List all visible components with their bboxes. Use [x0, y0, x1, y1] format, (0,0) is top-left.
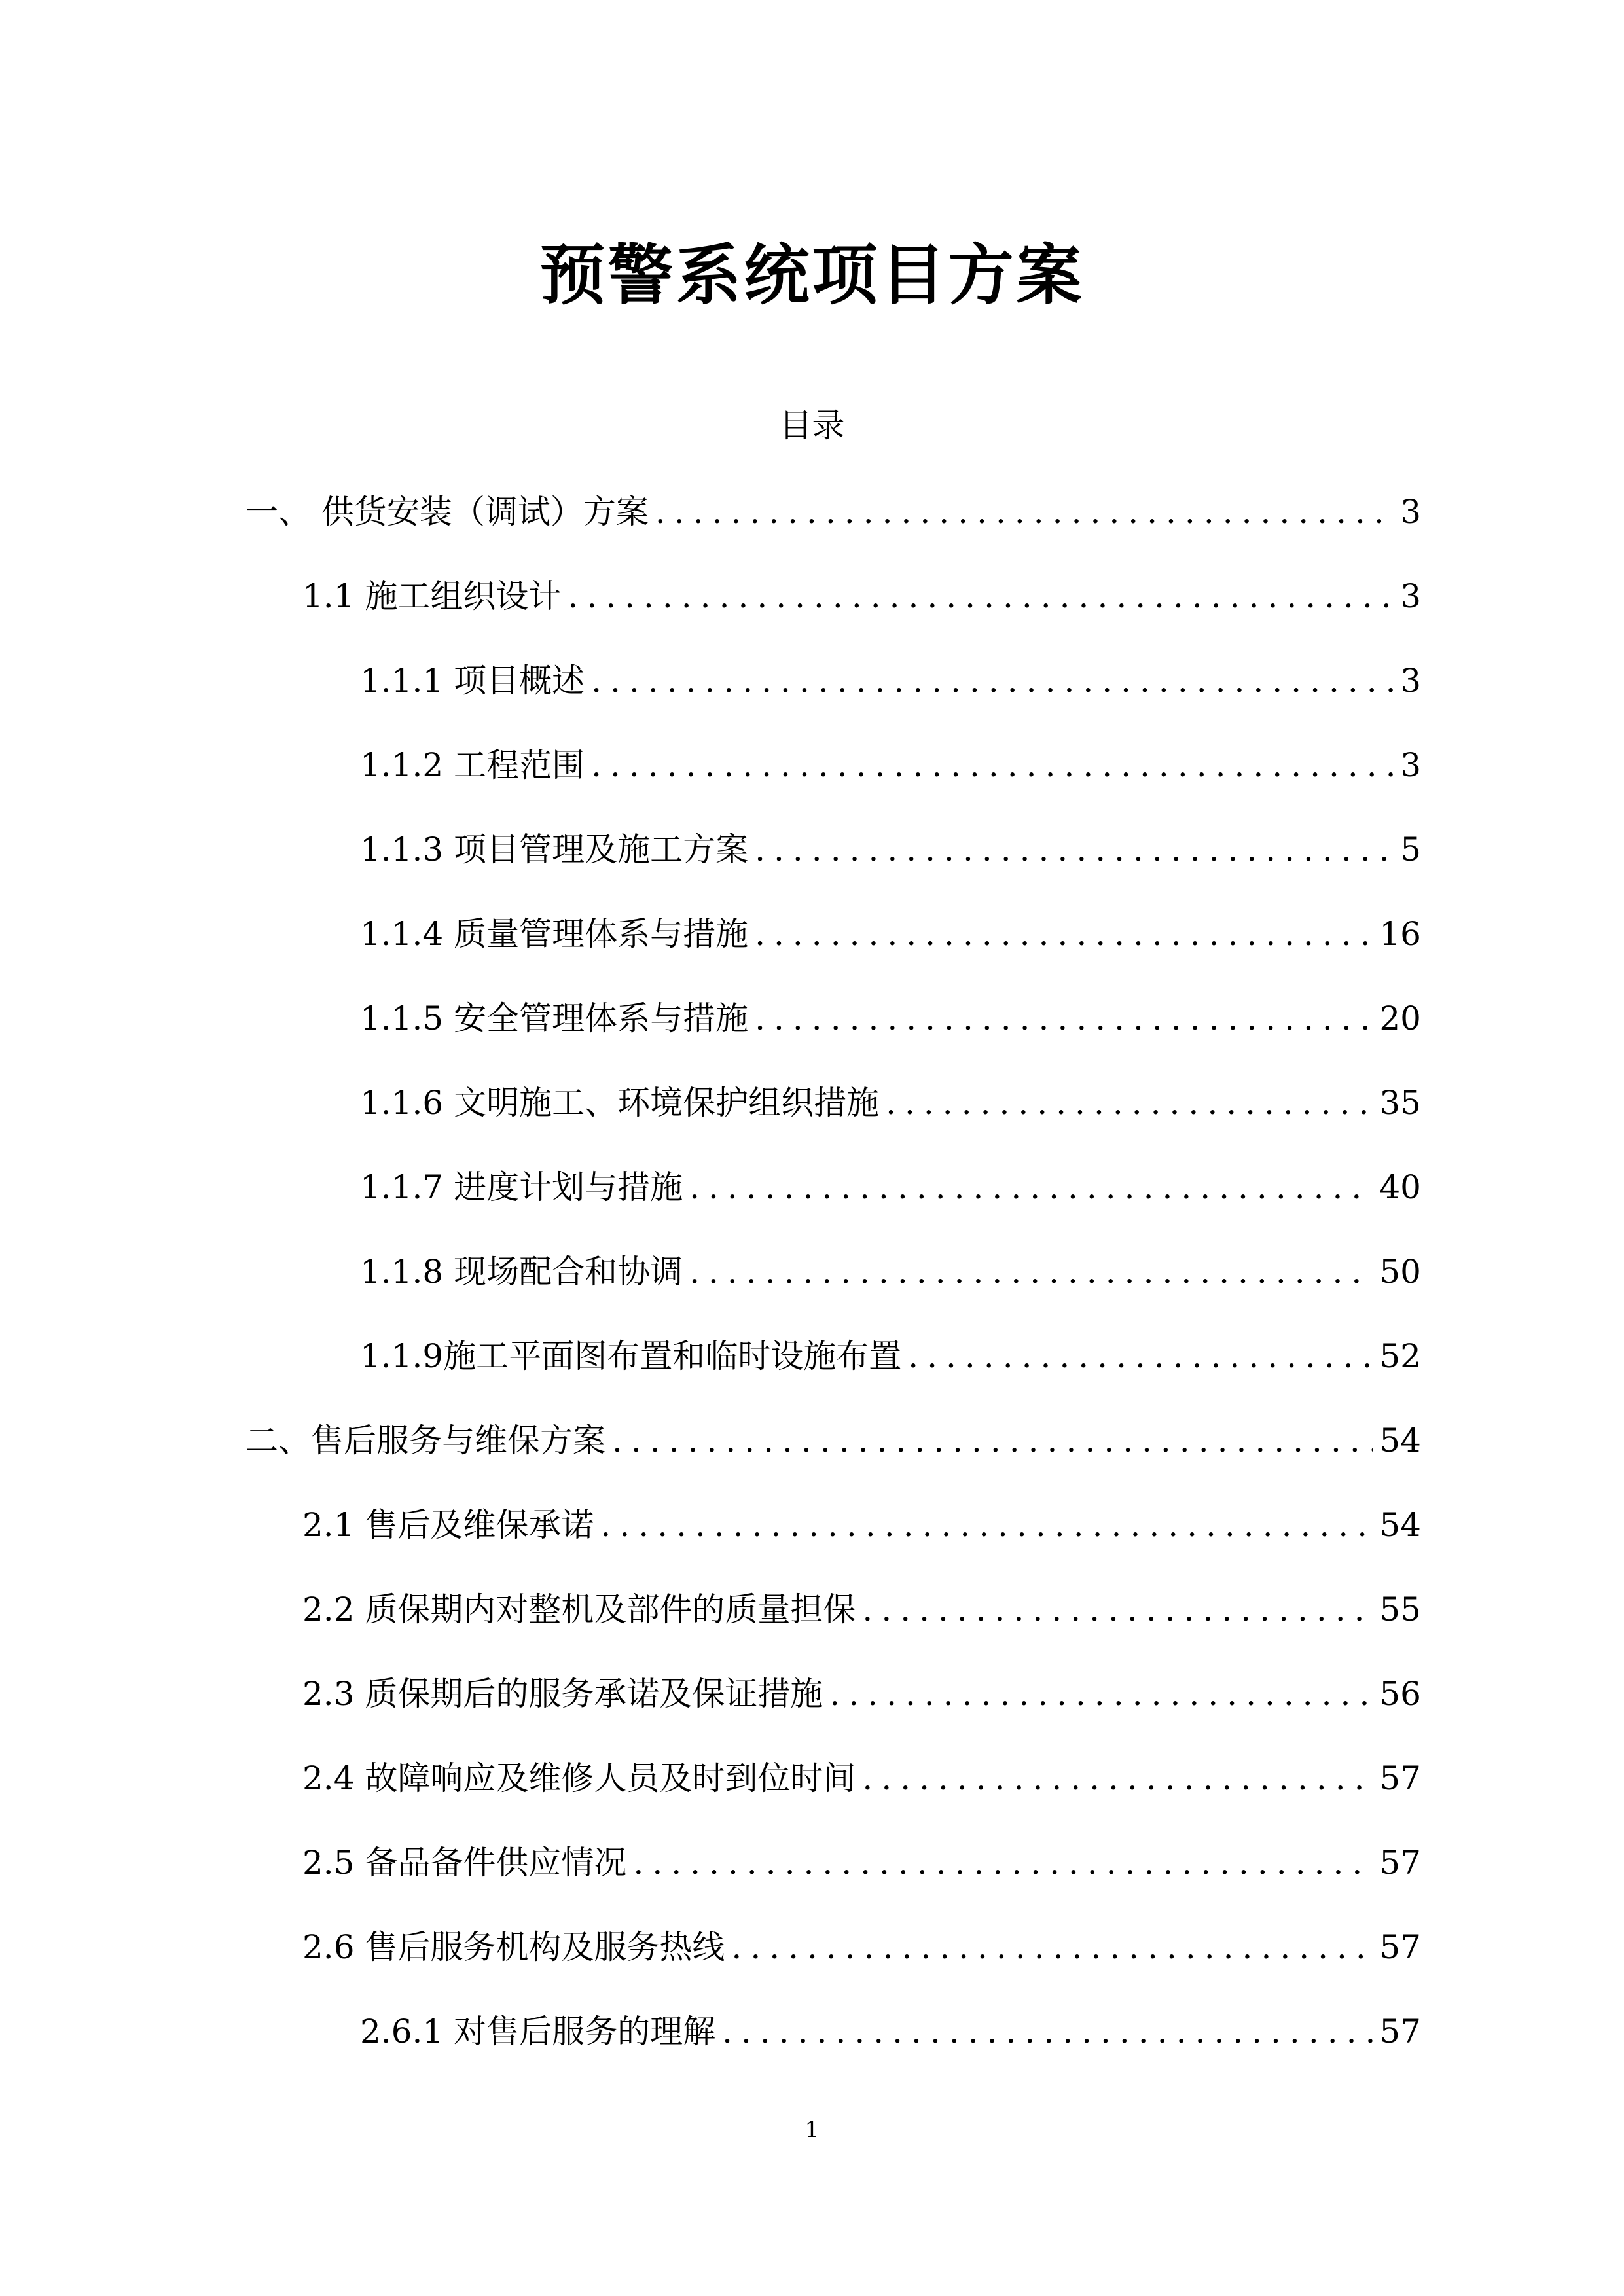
toc-entry-page: 16 — [1379, 915, 1421, 953]
toc-entry[interactable] — [360, 1168, 1421, 1210]
toc-dot-leader — [600, 1509, 1373, 1541]
toc-entry-page: 55 — [1379, 1590, 1421, 1628]
toc-dot-leader — [755, 833, 1394, 866]
toc-entry[interactable] — [360, 915, 1421, 957]
toc-dot-leader — [689, 1171, 1373, 1204]
toc-entry[interactable] — [360, 1255, 1421, 1295]
toc-entry-page: 20 — [1379, 999, 1421, 1037]
toc-dot-leader — [862, 1593, 1373, 1626]
toc-entry-page: 54 — [1379, 1422, 1421, 1460]
toc-entry[interactable] — [245, 1424, 1421, 1463]
toc-dot-leader — [568, 580, 1394, 613]
toc-heading: 目录 — [779, 406, 845, 444]
toc-entry[interactable] — [302, 1590, 1421, 1632]
toc-entry-page: 35 — [1379, 1084, 1421, 1122]
toc-dot-leader — [722, 2015, 1373, 2048]
toc-entry-label: 1.1.5 安全管理体系与措施 — [360, 999, 749, 1037]
toc-entry-page: 57 — [1379, 2013, 1421, 2051]
toc-entry-page: 52 — [1379, 1337, 1421, 1375]
toc-entry[interactable] — [302, 577, 1421, 619]
toc-dot-leader — [755, 918, 1373, 950]
toc-entry-page: 3 — [1400, 577, 1421, 615]
toc-dot-leader — [886, 1086, 1373, 1119]
toc-entry-label: 2.5 备品备件供应情况 — [302, 1844, 627, 1882]
toc-entry-label: 1.1.8 现场配合和协调 — [360, 1253, 683, 1291]
toc-entry-page: 5 — [1400, 831, 1421, 869]
toc-entry[interactable] — [245, 495, 1421, 535]
toc-entry-label: 2.6.1 对售后服务的理解 — [360, 2013, 716, 2051]
toc-entry-label: 1.1.7 进度计划与措施 — [360, 1168, 683, 1206]
document-title: 预警系统项目方案 — [539, 236, 1085, 314]
toc-entry-label: 2.1 售后及维保承诺 — [302, 1506, 594, 1544]
toc-entry[interactable] — [360, 1086, 1421, 1126]
toc-entry[interactable] — [360, 1337, 1421, 1379]
toc-entry-page: 50 — [1379, 1253, 1421, 1291]
toc-entry-page: 56 — [1379, 1675, 1421, 1713]
page-number: 1 — [804, 2117, 820, 2143]
toc-entry-label: 1.1.1 项目概述 — [360, 662, 585, 700]
toc-dot-leader — [829, 1677, 1373, 1710]
toc-entry-page: 57 — [1379, 1928, 1421, 1966]
toc-entry-label: 1.1.4 质量管理体系与措施 — [360, 915, 749, 953]
toc-entry[interactable] — [302, 1759, 1421, 1801]
toc-entry-page: 57 — [1379, 1844, 1421, 1882]
toc-entry-label: 二、售后服务与维保方案 — [245, 1422, 605, 1460]
toc-entry-label: 一、 供货安装（调试）方案 — [245, 493, 649, 531]
toc-entry[interactable] — [302, 1506, 1421, 1548]
toc-entry-page: 57 — [1379, 1759, 1421, 1797]
toc-entry-page: 54 — [1379, 1506, 1421, 1544]
toc-entry[interactable] — [360, 999, 1421, 1041]
toc-entry-label: 1.1.6 文明施工、环境保护组织措施 — [360, 1084, 880, 1122]
toc-dot-leader — [655, 495, 1394, 528]
toc-entry[interactable] — [360, 664, 1421, 704]
toc-entry[interactable] — [302, 1928, 1421, 1970]
toc-entry-label: 1.1.3 项目管理及施工方案 — [360, 831, 749, 869]
toc-dot-leader — [633, 1846, 1373, 1879]
toc-entry-page: 3 — [1400, 746, 1421, 784]
toc-dot-leader — [591, 664, 1394, 697]
toc-entry-label: 2.4 故障响应及维修人员及时到位时间 — [302, 1759, 856, 1797]
toc-dot-leader — [591, 749, 1394, 781]
toc-entry-label: 2.3 质保期后的服务承诺及保证措施 — [302, 1675, 823, 1713]
toc-entry-label: 1.1.9施工平面图布置和临时设施布置 — [360, 1337, 902, 1375]
toc-dot-leader — [689, 1255, 1373, 1288]
toc-entry-page: 3 — [1400, 493, 1421, 531]
toc-entry[interactable] — [302, 1846, 1421, 1886]
toc-entry[interactable] — [360, 833, 1421, 872]
toc-dot-leader — [755, 1002, 1373, 1035]
toc-entry-page: 3 — [1400, 662, 1421, 700]
toc-entry-label: 1.1 施工组织设计 — [302, 577, 562, 615]
toc-entry[interactable] — [302, 1677, 1421, 1717]
toc-entry-label: 1.1.2 工程范围 — [360, 746, 585, 784]
toc-entry-label: 2.6 售后服务机构及服务热线 — [302, 1928, 725, 1966]
toc-dot-leader — [731, 1931, 1373, 1964]
toc-entry-label: 2.2 质保期内对整机及部件的质量担保 — [302, 1590, 856, 1628]
toc-dot-leader — [908, 1340, 1373, 1372]
toc-dot-leader — [862, 1762, 1373, 1795]
toc-dot-leader — [612, 1424, 1373, 1457]
toc-entry-page: 40 — [1379, 1168, 1421, 1206]
toc-entry[interactable] — [360, 2015, 1421, 2054]
toc-entry[interactable] — [360, 746, 1421, 788]
